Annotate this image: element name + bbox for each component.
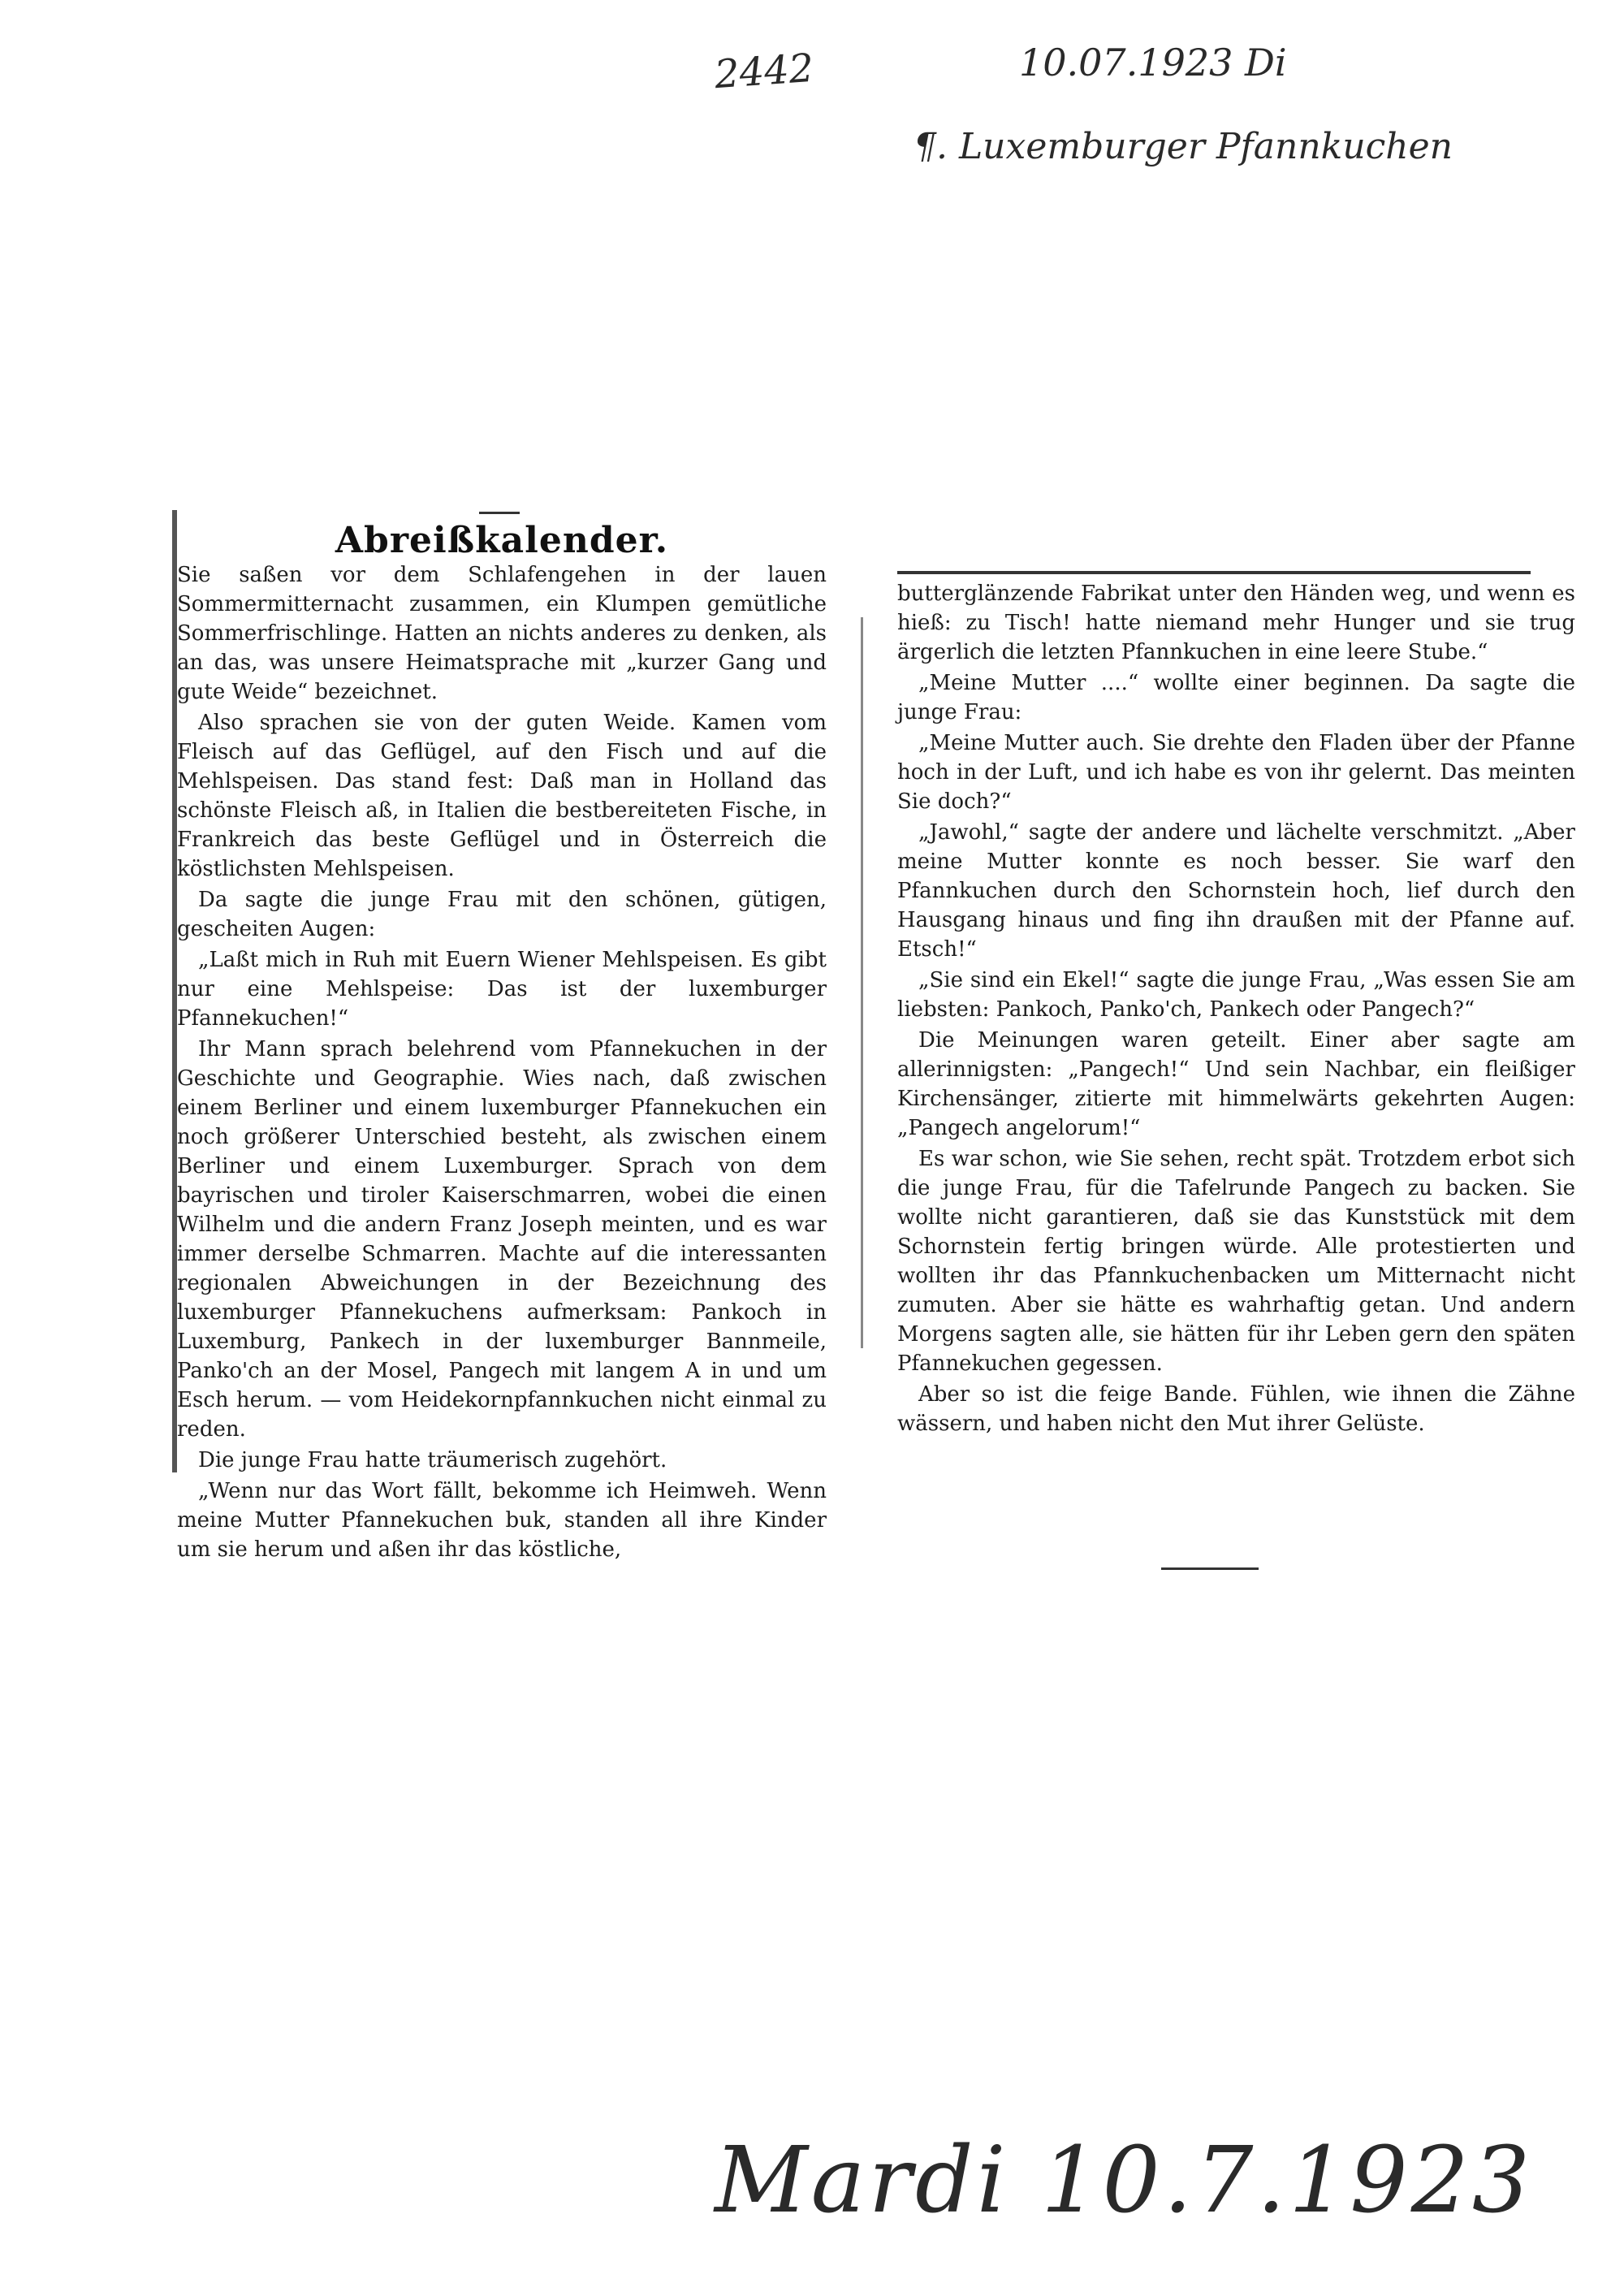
date-annotation: 10.07.1923 Di	[1019, 41, 1287, 84]
paragraph: Ihr Mann sprach belehrend vom Pfannekuchen in der Geschichte und Geographie. Wies nach, daß zwischen einem Berliner und einem luxemburger Pfannekuchen ein noch größerer Unterschied besteht, als zwischen einem Berliner und einem Luxemburger. Sprach von dem bayrischen und tiroler Kaiserschmarren, wobei die einen Wilhelm und die andern Franz Joseph meinten, und es war immer derselbe Schmarren. Machte auf die interessanten regionalen Abweichungen in der Bezeichnung des luxemburger Pfannekuchens aufmerksam: Pankoch in Luxemburg, Pankech in der luxemburger Bannmeile, Panko'ch an der Mosel, Pangech mit langem A in und um Esch herum. — vom Heidekornpfannkuchen nicht einmal zu reden.	[177, 1037, 827, 1442]
column-divider	[861, 617, 863, 1348]
paragraph: Die Meinungen waren geteilt. Einer aber sagte am allerinnigsten: „Pangech!“ Und sein Nachbar, ein fleißiger Kirchensänger, zitierte mit himmelwärts gekehrten Augen: „Pangech angelorum!“	[897, 1028, 1575, 1140]
article-end-rule	[1161, 1567, 1259, 1570]
paragraph: Also sprachen sie von der guten Weide. Kamen vom Fleisch auf das Geflügel, auf den Fisch und auf die Mehlspeisen. Das stand fest: Daß man in Holland das schönste Fleisch aß, in Italien die bestbereiteten Fische, in Frankreich das beste Geflügel und in Österreich die köstlichsten Mehlspeisen.	[177, 711, 827, 881]
paragraph: „Meine Mutter ....“ wollte einer beginnen. Da sagte die junge Frau:	[897, 671, 1575, 724]
paragraph: butterglänzende Fabrikat unter den Händen weg, und wenn es hieß: zu Tisch! hatte niemand mehr Hunger und sie trug ärgerlich die letzten Pfannkuchen in eine leere Stube.“	[897, 582, 1575, 664]
right-column-top-rule	[897, 571, 1531, 574]
left-column	[177, 560, 827, 1566]
archive-number-annotation: 2442	[713, 45, 815, 98]
right-column	[897, 579, 1575, 1440]
paragraph: „Laßt mich in Ruh mit Euern Wiener Mehlspeisen. Es gibt nur eine Mehlspeise: Das ist der luxemburger Pfannekuchen!“	[177, 948, 827, 1031]
paragraph: „Jawohl,“ sagte der andere und lächelte verschmitzt. „Aber meine Mutter konnte es noch besser. Sie warf den Pfannkuchen durch den Schornstein hoch, lief durch den Hausgang hinaus und fing ihn draußen mit der Pfanne auf. Etsch!“	[897, 820, 1575, 962]
footer-date-annotation: Mardi 10.7.1923	[715, 2128, 1534, 2233]
paragraph: Da sagte die junge Frau mit den schönen, gütigen, gescheiten Augen:	[177, 888, 827, 941]
title-divider	[479, 512, 520, 514]
paragraph: Es war schon, wie Sie sehen, recht spät. Trotzdem erbot sich die junge Frau, für die Tafelrunde Pangech zu backen. Sie wollte nicht garantieren, daß sie das Kunststück mit dem Schornstein fertig bringen würde. Alle protestierten und wollten ihr das Pfannkuchenbacken um Mitternacht nicht zumuten. Aber sie hätte es wahrhaftig getan. Und andern Morgens sagten alle, sie hätten für ihr Leben gern den späten Pfannekuchen gegessen.	[897, 1147, 1575, 1376]
article-title: Abreißkalender.	[335, 520, 669, 561]
paragraph: Aber so ist die feige Bande. Fühlen, wie ihnen die Zähne wässern, und haben nicht den Mut ihrer Gelüste.	[897, 1382, 1575, 1436]
paragraph: „Wenn nur das Wort fällt, bekomme ich Heimweh. Wenn meine Mutter Pfannekuchen buk, standen all ihre Kinder um sie herum und aßen ihr das köstliche,	[177, 1479, 827, 1562]
paragraph: „Meine Mutter auch. Sie drehte den Fladen über der Pfanne hoch in der Luft, und ich habe es von ihr gelernt. Das meinten Sie doch?“	[897, 731, 1575, 814]
paragraph: „Sie sind ein Ekel!“ sagte die junge Frau, „Was essen Sie am liebsten: Pankoch, Panko'ch, Pankech oder Pangech?“	[897, 968, 1575, 1022]
paragraph: Sie saßen vor dem Schlafengehen in der lauen Sommermitternacht zusammen, ein Klumpen gemütliche Sommerfrischlinge. Hatten an nichts anderes zu denken, als an das, was unsere Heimatsprache mit „kurzer Gang und gute Weide“ bezeichnet.	[177, 563, 827, 704]
subject-annotation: ¶. Luxemburger Pfannkuchen	[914, 126, 1453, 167]
paragraph: Die junge Frau hatte träumerisch zugehört.	[198, 1448, 667, 1472]
